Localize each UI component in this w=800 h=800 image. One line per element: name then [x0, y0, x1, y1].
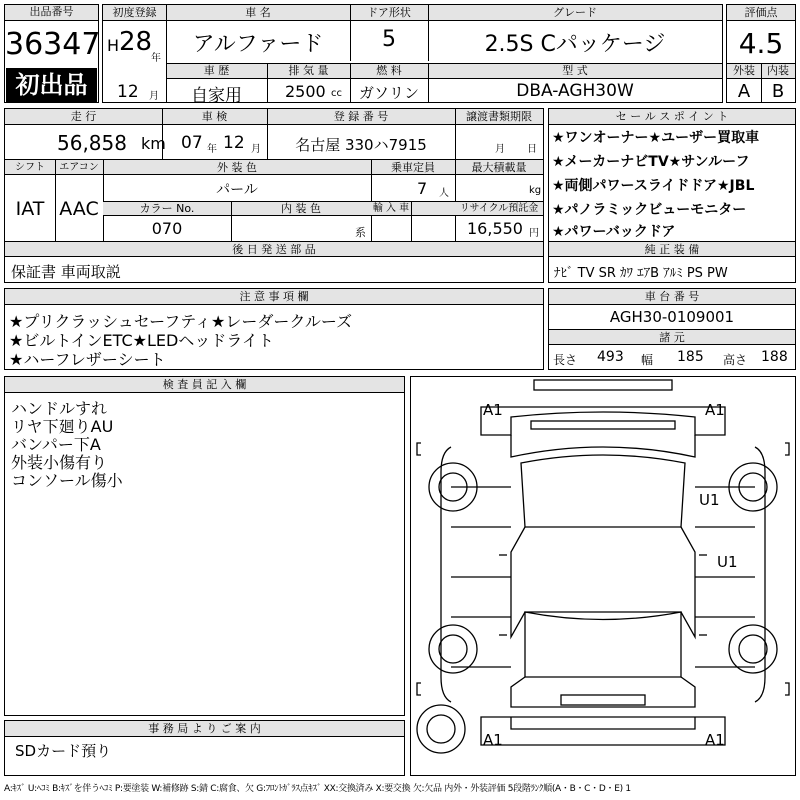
doors-value: 5	[382, 27, 396, 52]
inspector-header: 検 査 員 記 入 欄	[5, 377, 404, 393]
mark-rear-right: A1	[705, 731, 725, 749]
sales-points-box	[548, 108, 796, 283]
inspector-line: コンソール傷小	[11, 471, 123, 490]
office-header: 事 務 局 よ り ご 案 内	[5, 721, 404, 737]
notes-line: ★プリクラッシュセーフティ★レーダークルーズ	[9, 312, 353, 331]
inspector-line: リヤ下廻りAU	[11, 417, 114, 436]
inspection-month-unit: 月	[251, 144, 261, 155]
reg-month-unit: 月	[149, 91, 159, 102]
later-value: 保証書 車両取説	[11, 263, 121, 281]
chassis-header: 車 台 番 号	[549, 289, 795, 305]
history-value: 自家用	[191, 86, 242, 106]
sales-line: ★メーカーナビTV★サンルーフ	[552, 154, 750, 170]
later-header: 後 日 発 送 部 品	[232, 243, 316, 256]
chassis-box	[548, 288, 796, 370]
rating-value: 4.5	[738, 27, 784, 60]
load-unit: kg	[529, 185, 542, 196]
notes-line: ★ビルトインETC★LEDヘッドライト	[9, 331, 274, 350]
fuel-header: 燃 料	[376, 64, 402, 77]
reg-year: 28	[119, 27, 153, 57]
notes-line: ★ハーフレザーシート	[9, 350, 166, 369]
length-value: 493	[597, 349, 624, 365]
color-no-header: カラー No.	[139, 202, 195, 215]
inspector-line: 外装小傷有り	[11, 453, 108, 472]
transfer-day-unit: 日	[527, 144, 537, 155]
displacement-value: 2500	[285, 82, 326, 101]
width-value: 185	[677, 349, 704, 365]
office-box	[4, 720, 405, 776]
transfer-month-unit: 月	[495, 144, 505, 155]
mileage-unit: km	[141, 134, 166, 153]
model-value: DBA-AGH30W	[516, 81, 634, 101]
office-value: SDカード預り	[15, 742, 112, 760]
shift-header: シフト	[15, 162, 45, 173]
dims-header: 諸 元	[549, 330, 795, 345]
plate-value: 名古屋 330ハ7915	[295, 136, 427, 154]
legend-text: A:ｷｽﾞ U:ﾍｺﾐ B:ｷｽﾞを伴うﾍｺﾐ P:要塗装 W:補修跡 S:錆 C:腐食、欠 G:ﾌﾛﾝﾄｶﾞﾗｽ点ｷｽﾞ XX:交換済み X:要交換 欠:欠品 内外・外装評価 5段階ﾗﾝｸ順(A・B・C・D・E) 1	[4, 784, 631, 794]
width-label: 幅	[641, 353, 654, 367]
recycle-unit: 円	[529, 228, 539, 239]
reg-month: 12	[117, 82, 139, 102]
top-table	[102, 4, 723, 106]
recycle-value: 16,550	[467, 219, 523, 238]
sales-line: ★ワンオーナー★ユーザー買取車	[552, 130, 760, 146]
lot-header: 出品番号	[5, 5, 98, 21]
capacity-unit: 人	[439, 188, 449, 199]
notes-box	[4, 288, 544, 370]
sales-line: ★両側パワースライドドア★JBL	[552, 178, 755, 194]
int-header: 内装	[767, 64, 789, 77]
ext-header: 外装	[733, 64, 755, 77]
inspection-month: 12	[223, 133, 245, 153]
exterior-value: パール	[216, 182, 258, 198]
inspector-box	[4, 376, 405, 716]
inspector-line: バンパー下A	[11, 435, 101, 454]
capacity-header: 乗車定員	[391, 161, 435, 174]
model-header: 型 式	[562, 64, 588, 77]
ac-header: エアコン	[59, 162, 99, 173]
notes-header: 注 意 事 項 欄	[5, 289, 543, 305]
car-name: アルファード	[192, 32, 324, 57]
name-header: 車 名	[245, 6, 271, 19]
reg-era: H	[107, 36, 120, 55]
equip-header: 純 正 装 備	[549, 242, 795, 257]
recycle-header: リサイクル預託金	[459, 203, 539, 214]
displacement-unit: cc	[331, 88, 342, 99]
sales-line: ★パワーバックドア	[552, 224, 676, 240]
mark-rear-left: A1	[483, 731, 503, 749]
mileage-value: 56,858	[57, 131, 127, 155]
inspection-header: 車 検	[201, 110, 228, 123]
mark-front-right: A1	[705, 401, 725, 419]
color-no-value: 070	[151, 219, 183, 238]
sales-line: ★パノラミックビューモニター	[552, 202, 747, 218]
mark-right-rear-door: U1	[717, 553, 738, 571]
details-table	[4, 108, 544, 283]
rating-header: 評価点	[727, 5, 795, 21]
exterior-header: 外 装 色	[217, 161, 257, 174]
lot-box	[4, 4, 99, 103]
lot-number: 36347	[5, 27, 101, 62]
transfer-header: 譲渡書類期限	[466, 110, 532, 123]
inspection-year: 07	[181, 133, 203, 153]
mark-right-door: U1	[699, 491, 720, 509]
interior-unit: 系	[355, 226, 366, 239]
shift-value: IAT	[15, 198, 45, 220]
reg-year-unit: 年	[151, 53, 161, 64]
first-listing-badge: 初出品	[6, 68, 97, 102]
ext-rating: A	[737, 81, 751, 102]
grade-header: グレード	[553, 6, 597, 19]
mark-front-left: A1	[483, 401, 503, 419]
ac-value: AAC	[59, 198, 99, 220]
grade-value: 2.5S Cパッケージ	[484, 32, 666, 57]
capacity-value: 7	[417, 179, 428, 198]
chassis-value: AGH30-0109001	[609, 308, 735, 326]
height-value: 188	[761, 349, 788, 365]
car-outline	[411, 377, 795, 775]
rating-box	[726, 4, 796, 103]
mileage-header: 走 行	[70, 110, 97, 123]
equip-value: ﾅﾋﾞ TV SR ｶﾜ ｴｱB ｱﾙﾐ PS PW	[554, 266, 728, 281]
plate-header: 登 録 番 号	[333, 110, 389, 123]
fuel-value: ガソリン	[358, 84, 419, 102]
interior-header: 内 装 色	[281, 202, 321, 215]
length-label: 長さ	[553, 353, 578, 367]
sales-header: セ ー ル ス ポ イ ン ト	[549, 109, 795, 125]
import-header: 輸 入 車	[372, 203, 410, 214]
history-header: 車 歴	[203, 64, 230, 77]
car-diagram	[410, 376, 796, 776]
reg-header: 初度登録	[112, 6, 157, 19]
inspector-line: ハンドルすれ	[11, 399, 108, 418]
load-header: 最大積載量	[471, 161, 527, 174]
displacement-header: 排 気 量	[288, 64, 329, 77]
doors-header: ドア形状	[367, 6, 411, 19]
inspection-year-unit: 年	[207, 144, 217, 155]
int-rating: B	[771, 81, 785, 102]
height-label: 高さ	[723, 353, 748, 367]
